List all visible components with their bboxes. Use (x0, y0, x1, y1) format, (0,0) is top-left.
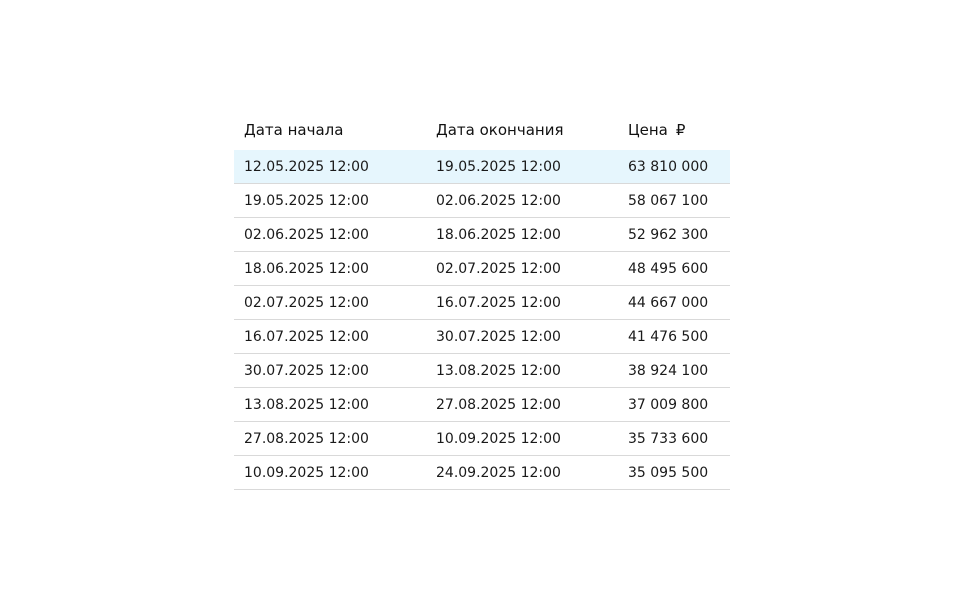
cell-price: 58 067 100 (618, 184, 730, 218)
header-row (234, 110, 730, 150)
table-body (234, 150, 730, 490)
cell-end-date: 30.07.2025 12:00 (426, 320, 618, 354)
table-row[interactable] (234, 218, 730, 252)
cell-end-date: 19.05.2025 12:00 (426, 150, 618, 184)
cell-price: 37 009 800 (618, 388, 730, 422)
cell-price: 44 667 000 (618, 286, 730, 320)
price-schedule-table-container (234, 110, 730, 490)
cell-start-date: 10.09.2025 12:00 (234, 456, 426, 490)
table-row[interactable] (234, 388, 730, 422)
table-row[interactable] (234, 320, 730, 354)
table-row[interactable] (234, 456, 730, 490)
cell-end-date: 02.07.2025 12:00 (426, 252, 618, 286)
price-header-label: Цена (628, 121, 668, 139)
cell-price: 63 810 000 (618, 150, 730, 184)
column-header-end-date: Дата окончания (436, 121, 564, 139)
cell-price: 48 495 600 (618, 252, 730, 286)
price-schedule-table (234, 110, 730, 490)
cell-end-date: 13.08.2025 12:00 (426, 354, 618, 388)
table-header (234, 110, 730, 150)
cell-start-date: 19.05.2025 12:00 (234, 184, 426, 218)
cell-price: 35 095 500 (618, 456, 730, 490)
cell-price: 41 476 500 (618, 320, 730, 354)
column-header-price (618, 110, 730, 150)
cell-end-date: 18.06.2025 12:00 (426, 218, 618, 252)
column-header-start-date: Дата начала (244, 121, 344, 139)
table-row[interactable] (234, 286, 730, 320)
table-row[interactable] (234, 252, 730, 286)
cell-start-date: 02.07.2025 12:00 (234, 286, 426, 320)
table-row[interactable] (234, 354, 730, 388)
cell-end-date: 27.08.2025 12:00 (426, 388, 618, 422)
cell-start-date: 12.05.2025 12:00 (234, 150, 426, 184)
cell-price: 38 924 100 (618, 354, 730, 388)
cell-end-date: 16.07.2025 12:00 (426, 286, 618, 320)
cell-start-date: 16.07.2025 12:00 (234, 320, 426, 354)
cell-start-date: 18.06.2025 12:00 (234, 252, 426, 286)
cell-price: 52 962 300 (618, 218, 730, 252)
cell-price: 35 733 600 (618, 422, 730, 456)
cell-start-date: 13.08.2025 12:00 (234, 388, 426, 422)
cell-end-date: 24.09.2025 12:00 (426, 456, 618, 490)
cell-end-date: 02.06.2025 12:00 (426, 184, 618, 218)
table-row[interactable] (234, 150, 730, 184)
ruble-currency-symbol: ₽ (675, 121, 686, 139)
table-row[interactable] (234, 422, 730, 456)
cell-start-date: 02.06.2025 12:00 (234, 218, 426, 252)
cell-start-date: 30.07.2025 12:00 (234, 354, 426, 388)
cell-start-date: 27.08.2025 12:00 (234, 422, 426, 456)
table-row[interactable] (234, 184, 730, 218)
cell-end-date: 10.09.2025 12:00 (426, 422, 618, 456)
